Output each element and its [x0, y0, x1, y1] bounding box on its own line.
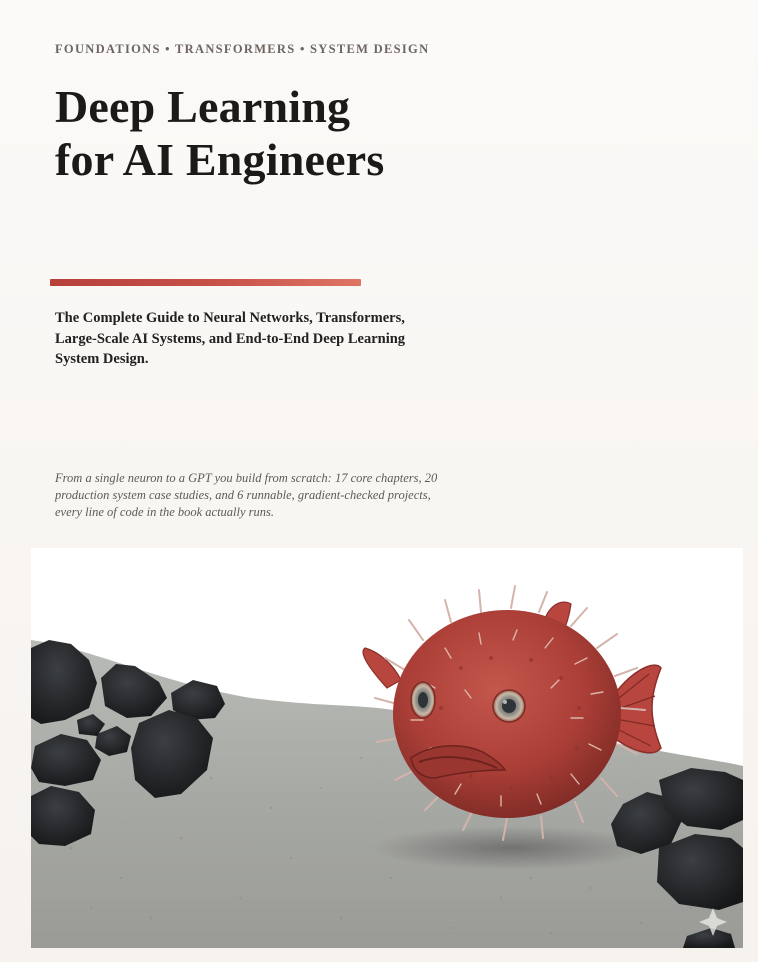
book-subtitle: The Complete Guide to Neural Networks, Transformers, Large-Scale AI Systems, and End-to-End Deep Learning System Design. — [55, 310, 406, 367]
fish-eye-left — [411, 682, 435, 718]
fish-eye-right — [493, 690, 525, 722]
book-blurb: From a single neuron to a GPT you build from scratch: 17 core chapters, 20 production system case studies, and 6 runnable, gradient-checked projects, every line of code in the book actually runs. — [55, 471, 438, 519]
cover-illustration — [31, 548, 743, 948]
book-title — [55, 80, 384, 186]
cover-kicker: FOUNDATIONS • TRANSFORMERS • SYSTEM DESIGN — [55, 42, 430, 56]
book-title-line-2: for AI Engineers — [55, 134, 385, 185]
book-title-line-1: Deep Learning — [55, 81, 351, 132]
fish-shadow — [371, 826, 651, 870]
accent-bar — [50, 279, 361, 286]
